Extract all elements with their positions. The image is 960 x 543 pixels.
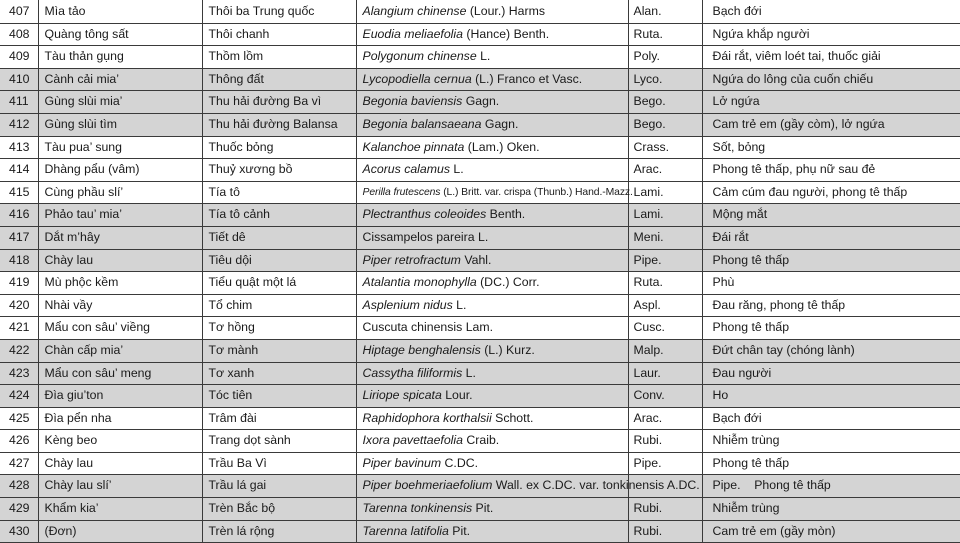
species-author: (L.) Britt. var. crispa (Thunb.) Hand.-Mazz.	[440, 186, 633, 198]
species-author: Gagn.	[462, 94, 500, 109]
species-name: Perilla frutescens	[362, 186, 441, 198]
medicinal-use: Đau răng, phong tê thấp	[702, 294, 960, 317]
species-author: (Hance) Benth.	[463, 26, 550, 41]
vietnamese-name: Thu hải đường Balansa	[202, 113, 356, 136]
vietnamese-name: Thôi ba Trung quốc	[202, 0, 356, 23]
family-abbrev: Bego.	[628, 91, 702, 114]
local-name: Nhài vầy	[38, 294, 202, 317]
species-name: Asplenium nidus	[362, 297, 453, 312]
table-row	[0, 498, 960, 521]
scientific-name	[356, 407, 628, 430]
vietnamese-name: Trèn lá rộng	[202, 520, 356, 543]
vietnamese-name: Tiết dê	[202, 226, 356, 249]
scientific-name	[356, 204, 628, 227]
family-abbrev: Meni.	[628, 226, 702, 249]
species-name: Ixora pavettaefolia	[362, 433, 463, 448]
local-name: Mẩu con sâu’ meng	[38, 362, 202, 385]
medicinal-use: Phong tê thấp	[702, 452, 960, 475]
species-author: Wall. ex C.DC. var. tonkinensis A.DC.	[492, 478, 700, 493]
vietnamese-name: Trang dọt sành	[202, 430, 356, 453]
species-name: Kalanchoe pinnata	[362, 139, 465, 154]
family-abbrev: Pipe.	[628, 249, 702, 272]
local-name: Phảo tau’ mia’	[38, 204, 202, 227]
species-name: Hiptage benghalensis	[362, 342, 481, 357]
row-number: 430	[0, 520, 38, 543]
species-author: (Lam.) Oken.	[464, 139, 540, 154]
table-row	[0, 159, 960, 182]
table-row	[0, 520, 960, 543]
family-abbrev: Arac.	[628, 407, 702, 430]
species-author: (L.) Kurz.	[480, 342, 535, 357]
medicinal-use: Phong tê thấp	[702, 317, 960, 340]
vietnamese-name: Tơ hồng	[202, 317, 356, 340]
scientific-name	[356, 498, 628, 521]
table-row	[0, 385, 960, 408]
row-number: 424	[0, 385, 38, 408]
scientific-name	[356, 226, 628, 249]
scientific-name	[356, 520, 628, 543]
table-row	[0, 294, 960, 317]
species-author: Schott.	[491, 410, 534, 425]
local-name: Cành cải mia’	[38, 68, 202, 91]
family-abbrev: Arac.	[628, 159, 702, 182]
family-abbrev: Rubi.	[628, 498, 702, 521]
scientific-name	[356, 46, 628, 69]
row-number: 408	[0, 23, 38, 46]
medicinal-use: Nhiễm trùng	[702, 430, 960, 453]
species-author: Craib.	[463, 433, 500, 448]
species-name: Acorus calamus	[362, 162, 450, 177]
species-author: Gagn.	[481, 116, 519, 131]
species-author: Pit.	[472, 501, 494, 516]
scientific-name	[356, 91, 628, 114]
species-name: Plectranthus coleoides	[362, 207, 487, 222]
medicinal-use: Phong tê thấp	[702, 249, 960, 272]
table-row	[0, 23, 960, 46]
row-number: 417	[0, 226, 38, 249]
local-name: Đìa pển nha	[38, 407, 202, 430]
medicinal-use: Bạch đới	[702, 407, 960, 430]
vietnamese-name: Thu hải đường Ba vì	[202, 91, 356, 114]
vietnamese-name: Thông đất	[202, 68, 356, 91]
row-number: 409	[0, 46, 38, 69]
local-name: Chày lau	[38, 452, 202, 475]
family-abbrev: Lyco.	[628, 68, 702, 91]
scientific-name	[356, 68, 628, 91]
table-row	[0, 430, 960, 453]
table-row	[0, 113, 960, 136]
table-row	[0, 0, 960, 23]
family-abbrev: Lami.	[628, 204, 702, 227]
medicinal-use: Pipe. Phong tê thấp	[702, 475, 960, 498]
species-author: Cissampelos pareira L.	[362, 229, 489, 244]
table-row	[0, 407, 960, 430]
scientific-name	[356, 23, 628, 46]
medicinal-use: Đứt chân tay (chóng lành)	[702, 339, 960, 362]
family-abbrev: Alan.	[628, 0, 702, 23]
row-number: 410	[0, 68, 38, 91]
local-name: Quàng tông sất	[38, 23, 202, 46]
species-author: (Lour.) Harms	[466, 3, 545, 18]
species-author: L.	[476, 49, 491, 64]
species-name: Lycopodiella cernua	[362, 71, 472, 86]
species-author: Lour.	[441, 388, 473, 403]
row-number: 423	[0, 362, 38, 385]
row-number: 420	[0, 294, 38, 317]
scientific-name	[356, 339, 628, 362]
local-name: Chày lau slí’	[38, 475, 202, 498]
scientific-name	[356, 430, 628, 453]
medicinal-use: Lở ngứa	[702, 91, 960, 114]
local-name: Dhàng pẩu (vâm)	[38, 159, 202, 182]
medicinal-use: Phù	[702, 272, 960, 295]
table-row	[0, 46, 960, 69]
scientific-name	[356, 452, 628, 475]
row-number: 428	[0, 475, 38, 498]
family-abbrev: Cusc.	[628, 317, 702, 340]
vietnamese-name: Thuốc bỏng	[202, 136, 356, 159]
species-name: Cassytha filiformis	[362, 365, 463, 380]
family-abbrev: Laur.	[628, 362, 702, 385]
local-name: Cùng phầu slí’	[38, 181, 202, 204]
medicinal-use: Bạch đới	[702, 0, 960, 23]
local-name: Dắt m’hây	[38, 226, 202, 249]
species-name: Euodia meliaefolia	[362, 26, 463, 41]
species-author: L.	[452, 297, 467, 312]
vietnamese-name: Tía tô cảnh	[202, 204, 356, 227]
species-author: L.	[449, 162, 464, 177]
local-name: Gùng slùi tìm	[38, 113, 202, 136]
family-abbrev: Poly.	[628, 46, 702, 69]
scientific-name	[356, 113, 628, 136]
table-row	[0, 181, 960, 204]
row-number: 414	[0, 159, 38, 182]
scientific-name	[356, 181, 633, 204]
row-number: 421	[0, 317, 38, 340]
family-abbrev: Rubi.	[628, 430, 702, 453]
family-abbrev: Ruta.	[628, 23, 702, 46]
vietnamese-name: Tóc tiên	[202, 385, 356, 408]
local-name: Khẩm kia’	[38, 498, 202, 521]
species-name: Raphidophora korthalsii	[362, 410, 492, 425]
table-row	[0, 362, 960, 385]
vietnamese-name: Thuỷ xương bồ	[202, 159, 356, 182]
species-author: Pit.	[448, 523, 471, 538]
scientific-name	[356, 294, 628, 317]
vietnamese-name: Trầu lá gai	[202, 475, 356, 498]
scientific-name	[356, 0, 628, 23]
medicinal-use: Ngứa do lông của cuốn chiếu	[702, 68, 960, 91]
local-name: Kèng beo	[38, 430, 202, 453]
vietnamese-name: Tơ mành	[202, 339, 356, 362]
medicinal-use: Đái rắt	[702, 226, 960, 249]
scientific-name	[356, 136, 628, 159]
medicinal-use: Cam trẻ em (gầy còm), lở ngứa	[702, 113, 960, 136]
row-number: 418	[0, 249, 38, 272]
medicinal-use: Cam trẻ em (gầy mòn)	[702, 520, 960, 543]
species-author: Benth.	[486, 207, 526, 222]
local-name: Gùng slùi mia’	[38, 91, 202, 114]
medicinal-use: Đau người	[702, 362, 960, 385]
vietnamese-name: Tơ xanh	[202, 362, 356, 385]
local-name: Tàu thản gụng	[38, 46, 202, 69]
vietnamese-name: Tiểu quật một lá	[202, 272, 356, 295]
local-name: Chàn cấp mia’	[38, 339, 202, 362]
species-author: (DC.) Corr.	[476, 275, 540, 290]
medicinal-use: Nhiễm trùng	[702, 498, 960, 521]
row-number: 425	[0, 407, 38, 430]
medicinal-use: Cảm cúm đau người, phong tê thấp	[702, 181, 960, 204]
vietnamese-name: Tiêu dội	[202, 249, 356, 272]
family-abbrev: Rubi.	[628, 520, 702, 543]
species-name: Liriope spicata	[362, 388, 442, 403]
row-number: 415	[0, 181, 38, 204]
medicinal-use: Ngứa khắp người	[702, 23, 960, 46]
local-name: Đìa giu’ton	[38, 385, 202, 408]
family-abbrev: Aspl.	[628, 294, 702, 317]
family-abbrev: Crass.	[628, 136, 702, 159]
species-name: Polygonum chinense	[362, 49, 477, 64]
species-name: Piper retrofractum	[362, 252, 461, 267]
species-name: Atalantia monophylla	[362, 275, 477, 290]
species-name: Tarenna latifolia	[362, 523, 449, 538]
scientific-name	[356, 317, 628, 340]
table-row	[0, 339, 960, 362]
vietnamese-name: Trèn Bắc bộ	[202, 498, 356, 521]
scientific-name	[356, 475, 700, 498]
row-number: 407	[9, 3, 30, 18]
vietnamese-name: Trầu Ba Vì	[202, 452, 356, 475]
table-row	[0, 272, 960, 295]
medicinal-use: Sốt, bỏng	[702, 136, 960, 159]
species-author: L.	[462, 365, 476, 380]
table-row	[0, 204, 960, 227]
table-row	[0, 91, 960, 114]
family-abbrev: Ruta.	[628, 272, 702, 295]
species-author: Cuscuta chinensis Lam.	[362, 320, 494, 335]
species-name: Begonia baviensis	[362, 94, 463, 109]
table-row	[0, 226, 960, 249]
vietnamese-name: Tía tô	[202, 181, 356, 204]
local-name: Mù phộc kềm	[38, 272, 202, 295]
species-name: Piper boehmeriaefolium	[362, 478, 493, 493]
family-abbrev: Conv.	[628, 385, 702, 408]
local-name: Mìa tảo	[38, 0, 202, 23]
row-number: 422	[0, 339, 38, 362]
scientific-name	[356, 159, 628, 182]
species-author: Vahl.	[460, 252, 492, 267]
scientific-name	[356, 249, 628, 272]
family-abbrev: Malp.	[628, 339, 702, 362]
local-name: (Đơn)	[38, 520, 202, 543]
local-name: Tàu pua’ sung	[38, 136, 202, 159]
species-author: C.DC.	[441, 455, 479, 470]
species-name: Begonia balansaeana	[362, 116, 482, 131]
species-author: (L.) Franco et Vasc.	[471, 71, 583, 86]
family-abbrev: Pipe.	[628, 452, 702, 475]
row-number: 429	[0, 498, 38, 521]
table-row	[0, 136, 960, 159]
species-name: Alangium chinense	[362, 3, 467, 18]
medicinal-use: Đái rắt, viêm loét tai, thuốc giải	[702, 46, 960, 69]
scientific-name	[356, 362, 628, 385]
table-row	[0, 317, 960, 340]
medicinal-use: Mộng mắt	[702, 204, 960, 227]
family-abbrev: Lami.	[628, 181, 702, 204]
vietnamese-name: Trâm đài	[202, 407, 356, 430]
table-row	[0, 452, 960, 475]
row-number: 426	[0, 430, 38, 453]
vietnamese-name: Thôi chanh	[202, 23, 356, 46]
medicinal-use: Phong tê thấp, phụ nữ sau đẻ	[702, 159, 960, 182]
table-row	[0, 249, 960, 272]
species-name: Piper bavinum	[362, 455, 442, 470]
family-abbrev: Bego.	[628, 113, 702, 136]
medicinal-use: Ho	[702, 385, 960, 408]
table-row	[0, 68, 960, 91]
row-number: 416	[0, 204, 38, 227]
row-number: 427	[0, 452, 38, 475]
row-number: 411	[0, 91, 38, 114]
row-number: 412	[0, 113, 38, 136]
local-name: Chày lau	[38, 249, 202, 272]
vietnamese-name: Tổ chim	[202, 294, 356, 317]
scientific-name	[356, 272, 628, 295]
local-name: Mẩu con sâu’ viềng	[38, 317, 202, 340]
vietnamese-name: Thồm lồm	[202, 46, 356, 69]
row-number: 413	[0, 136, 38, 159]
row-number: 419	[0, 272, 38, 295]
table-row	[0, 475, 960, 498]
scientific-name	[356, 385, 628, 408]
species-name: Tarenna tonkinensis	[362, 501, 473, 516]
